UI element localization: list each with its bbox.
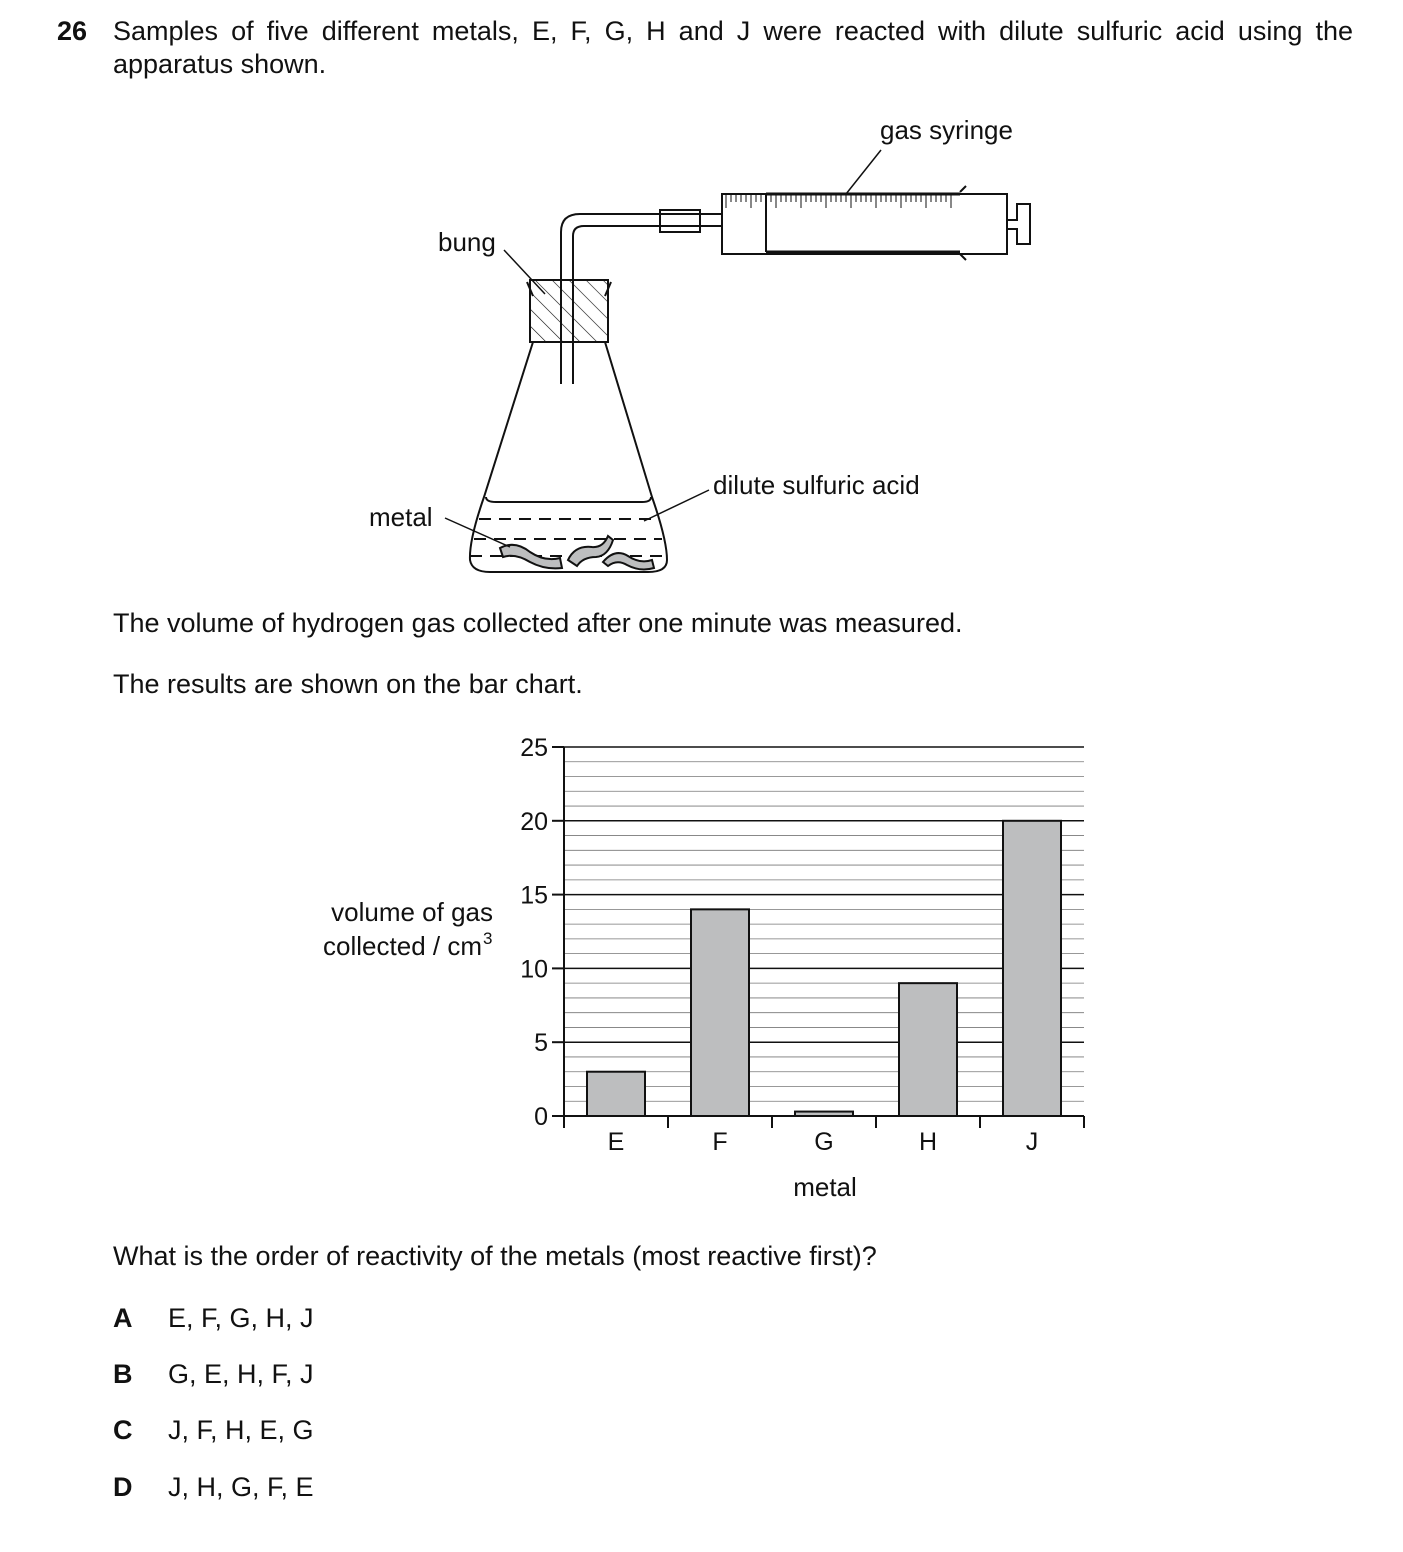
syringe-barrel <box>700 194 1007 254</box>
option-text-b: G, E, H, F, J <box>168 1359 314 1389</box>
paragraph-results: The results are shown on the bar chart. <box>113 669 583 699</box>
y-axis-label-line1: volume of gas <box>331 897 493 927</box>
bar-J <box>1003 821 1061 1116</box>
y-tick-label: 0 <box>534 1103 548 1131</box>
conical-flask <box>470 342 667 572</box>
x-tick-label: E <box>607 1128 625 1156</box>
bar-E <box>587 1072 645 1116</box>
x-axis-label: metal <box>793 1172 857 1202</box>
acid-surface <box>486 497 651 502</box>
y-tick-label: 5 <box>534 1029 548 1058</box>
x-tick-label: H <box>918 1128 938 1156</box>
option-letter-d: D <box>113 1472 133 1502</box>
gas-syringe-label: gas syringe <box>880 115 1013 145</box>
y-tick-label: 20 <box>520 807 548 836</box>
option-text-a: E, F, G, H, J <box>168 1303 314 1333</box>
option-text-d: J, H, G, F, E <box>168 1472 314 1502</box>
apparatus-diagram <box>0 0 1403 600</box>
syringe-scale <box>726 194 951 208</box>
y-tick-label: 25 <box>520 734 548 762</box>
x-tick-label: F <box>712 1128 728 1156</box>
question-prompt: What is the order of reactivity of the metals (most reactive first)? <box>113 1241 877 1271</box>
bung-label: bung <box>438 227 496 257</box>
y-tick-label: 15 <box>520 881 548 910</box>
option-text-c: J, F, H, E, G <box>168 1415 314 1445</box>
question-number: 26 <box>57 16 88 46</box>
syringe-plunger <box>1007 204 1030 244</box>
y-axis-label-line2: collected / cm <box>323 931 482 961</box>
y-tick-label: 10 <box>520 955 548 984</box>
x-tick-label: J <box>1025 1128 1039 1156</box>
option-letter-b: B <box>113 1359 133 1389</box>
bar-G <box>795 1112 853 1116</box>
option-letter-a: A <box>113 1303 133 1333</box>
question-stem: Samples of five different metals, E, F, G, H and J were reacted with dilute sulfuric acid using the apparatus shown. <box>113 16 1353 79</box>
y-axis-label-sup: 3 <box>483 929 493 948</box>
bar-H <box>899 983 957 1116</box>
option-letter-c: C <box>113 1415 133 1445</box>
metal-label: metal <box>369 502 433 532</box>
paragraph-measured: The volume of hydrogen gas collected after one minute was measured. <box>113 608 963 638</box>
chart-axes <box>552 747 1084 1128</box>
bung <box>530 280 608 342</box>
chart-bars <box>587 821 1061 1116</box>
chart-labels <box>520 734 1038 1156</box>
chart-grid <box>564 747 1084 1116</box>
acid-label: dilute sulfuric acid <box>713 470 920 500</box>
bar-F <box>691 909 749 1116</box>
x-tick-label: G <box>814 1128 834 1156</box>
